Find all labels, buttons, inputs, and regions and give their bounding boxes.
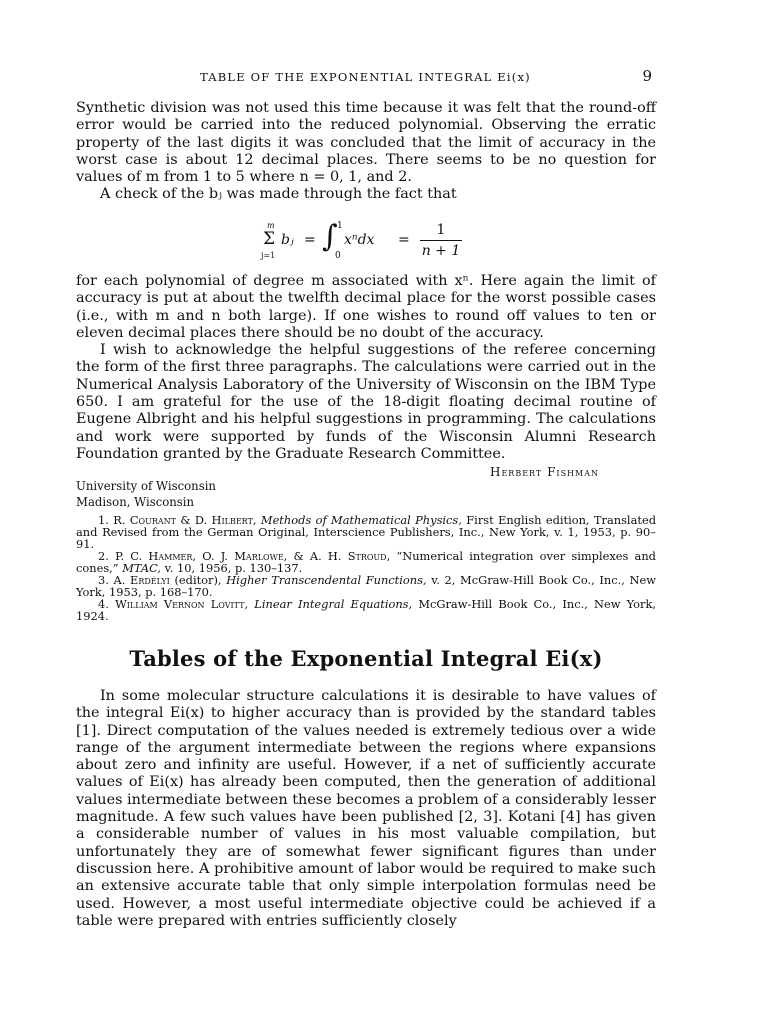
reference-item: 2. P. C. Hammer, O. J. Marlowe, & A. H. Stroud, “Numerical integration over simplexes and cones,” MTAC, v. 10, 1956, p. 130–137. (76, 548, 656, 575)
running-title: TABLE OF THE EXPONENTIAL INTEGRAL Ei(x) (200, 70, 531, 84)
fraction-bar (420, 240, 462, 241)
affiliation-line: University of Wisconsin (76, 479, 216, 493)
author-affiliation (76, 479, 216, 510)
paragraph-text: for each polynomial of degree m associated with xⁿ. Here again the limit of accuracy is put at about the twelfth decimal place for the worst possible cases (i.e., with m and n both large). If one wishes to round off values to ten or eleven decimal places there should be no doubt of the accuracy. (76, 273, 656, 341)
reference-title: Linear Integral Equations, (254, 597, 413, 612)
reference-title: MTAC, (122, 560, 162, 575)
fraction (420, 222, 462, 259)
equals-sign-2: = (398, 232, 410, 248)
sum-upper-limit: m (267, 221, 275, 230)
author-signature: Herbert Fishman (490, 465, 599, 479)
reference-authors: A. Erdélyi (113, 572, 170, 587)
reference-editor-note: (editor), (174, 572, 222, 587)
paragraph-rounding (76, 100, 656, 204)
reference-item: 3. A. Erdélyi (editor), Higher Transcendental Functions, v. 2, McGraw-Hill Book Co., Inc., New York, 1953, p. 168–170. (76, 572, 656, 599)
sum-symbol: Σ (263, 229, 276, 249)
reference-details: First English edition, Translated and Revised from the German Original, Interscience Publishers, Inc., New York, v. 1, 1953, p. 90–91. (76, 513, 656, 551)
reference-details: v. 2, McGraw-Hill Book Co., Inc., New York, 1953, p. 168–170. (76, 572, 656, 599)
reference-authors: William Vernon Lovitt, (115, 597, 249, 612)
page-number: 9 (642, 67, 652, 85)
paragraph-accuracy (76, 273, 656, 463)
integral-upper-limit: 1 (337, 221, 343, 231)
reference-details: v. 10, 1956, p. 130–137. (164, 560, 303, 575)
paragraph-text: In some molecular structure calculations it is desirable to have values of the integral Ei(x) to higher accuracy than is provided by the standard tables [1]. Direct computation of the values needed is extremely tedious over a wide range of the argument intermediate between the regions where expansions about zero and infinity are useful. However, if a net of sufficiently accurate values of Ei(x) has already been computed, then the generation of additional values intermediate between these becomes a problem of a considerably lesser magnitude. A few such values have been published [2, 3]. Kotani [4] has given a considerable number of values in his most valuable compilation, but unfortunately they are of somewhat fewer significant figures than under discussion here. A prohibitive amount of labor would be required to make such an extensive accurate table that only simple interpolation formulas need be used. However, a most useful intermediate objective could be achieved if a table were prepared with entries sufficiently closely (76, 688, 657, 929)
paragraph-acknowledgement: I wish to acknowledge the helpful suggestions of the referee concerning the form of the first three paragraphs. The calculations were carried out in the Numerical Analysis Laboratory of the University of Wisconsin on the IBM Type 650. I am grateful for the use of the 18-digit floating decimal routine of Eugene Albright and his helpful suggestions in programming. The calculations and work were supported by funds of the Wisconsin Alumni Research Foundation granted by the Graduate Research Committee. (76, 342, 656, 462)
sum-expression (259, 221, 293, 265)
reference-authors: R. Courant & D. Hilbert, (113, 513, 257, 527)
integral-lower-limit: 0 (335, 251, 341, 261)
reference-authors: P. C. Hammer, O. J. Marlowe, & A. H. Stroud, (115, 548, 391, 563)
summand: bⱼ (281, 232, 294, 248)
reference-item: 1. R. Courant & D. Hilbert, Methods of Mathematical Physics, First English edition, Translated and Revised from the German Original, Interscience Publishers, Inc., New York, v. 1, 1953, p. 90–91. (76, 513, 656, 551)
reference-title: Higher Transcendental Functions, (226, 572, 427, 587)
reference-item: 4. William Vernon Lovitt, Linear Integral Equations, McGraw-Hill Book Co., Inc., New York, 1924. (76, 597, 657, 623)
sum-lower-limit: j=1 (261, 251, 276, 260)
summation-equation (76, 221, 656, 265)
section-title: Tables of the Exponential Integral Ei(x) (129, 646, 603, 671)
fraction-numerator: 1 (436, 222, 446, 238)
equals-sign: = (304, 232, 316, 248)
integral-symbol: ∫ (322, 219, 338, 254)
reference-title: Methods of Mathematical Physics, (260, 513, 462, 527)
fraction-denominator: n + 1 (421, 243, 461, 259)
reference-list (76, 515, 656, 623)
reference-details: McGraw-Hill Book Co., Inc., New York, 1924. (76, 597, 657, 623)
section-paragraph (76, 688, 656, 930)
paragraph-check-intro: A check of the bⱼ was made through the fact that (100, 186, 457, 203)
reference-article-title: “Numerical integration over simplexes and cones,” (76, 548, 656, 575)
integrand: xⁿdx (344, 232, 375, 248)
paragraph-text: Synthetic division was not used this time because it was felt that the round-off error would be carried into the reduced polynomial. Observing the erratic property of the last digits it was concluded that the limit of accuracy in the worst case is about 12 decimal places. There seems to be no question for values of m from 1 to 5 where n = 0, 1, and 2. (76, 100, 656, 186)
running-head (76, 68, 656, 88)
affiliation-line: Madison, Wisconsin (76, 494, 195, 509)
